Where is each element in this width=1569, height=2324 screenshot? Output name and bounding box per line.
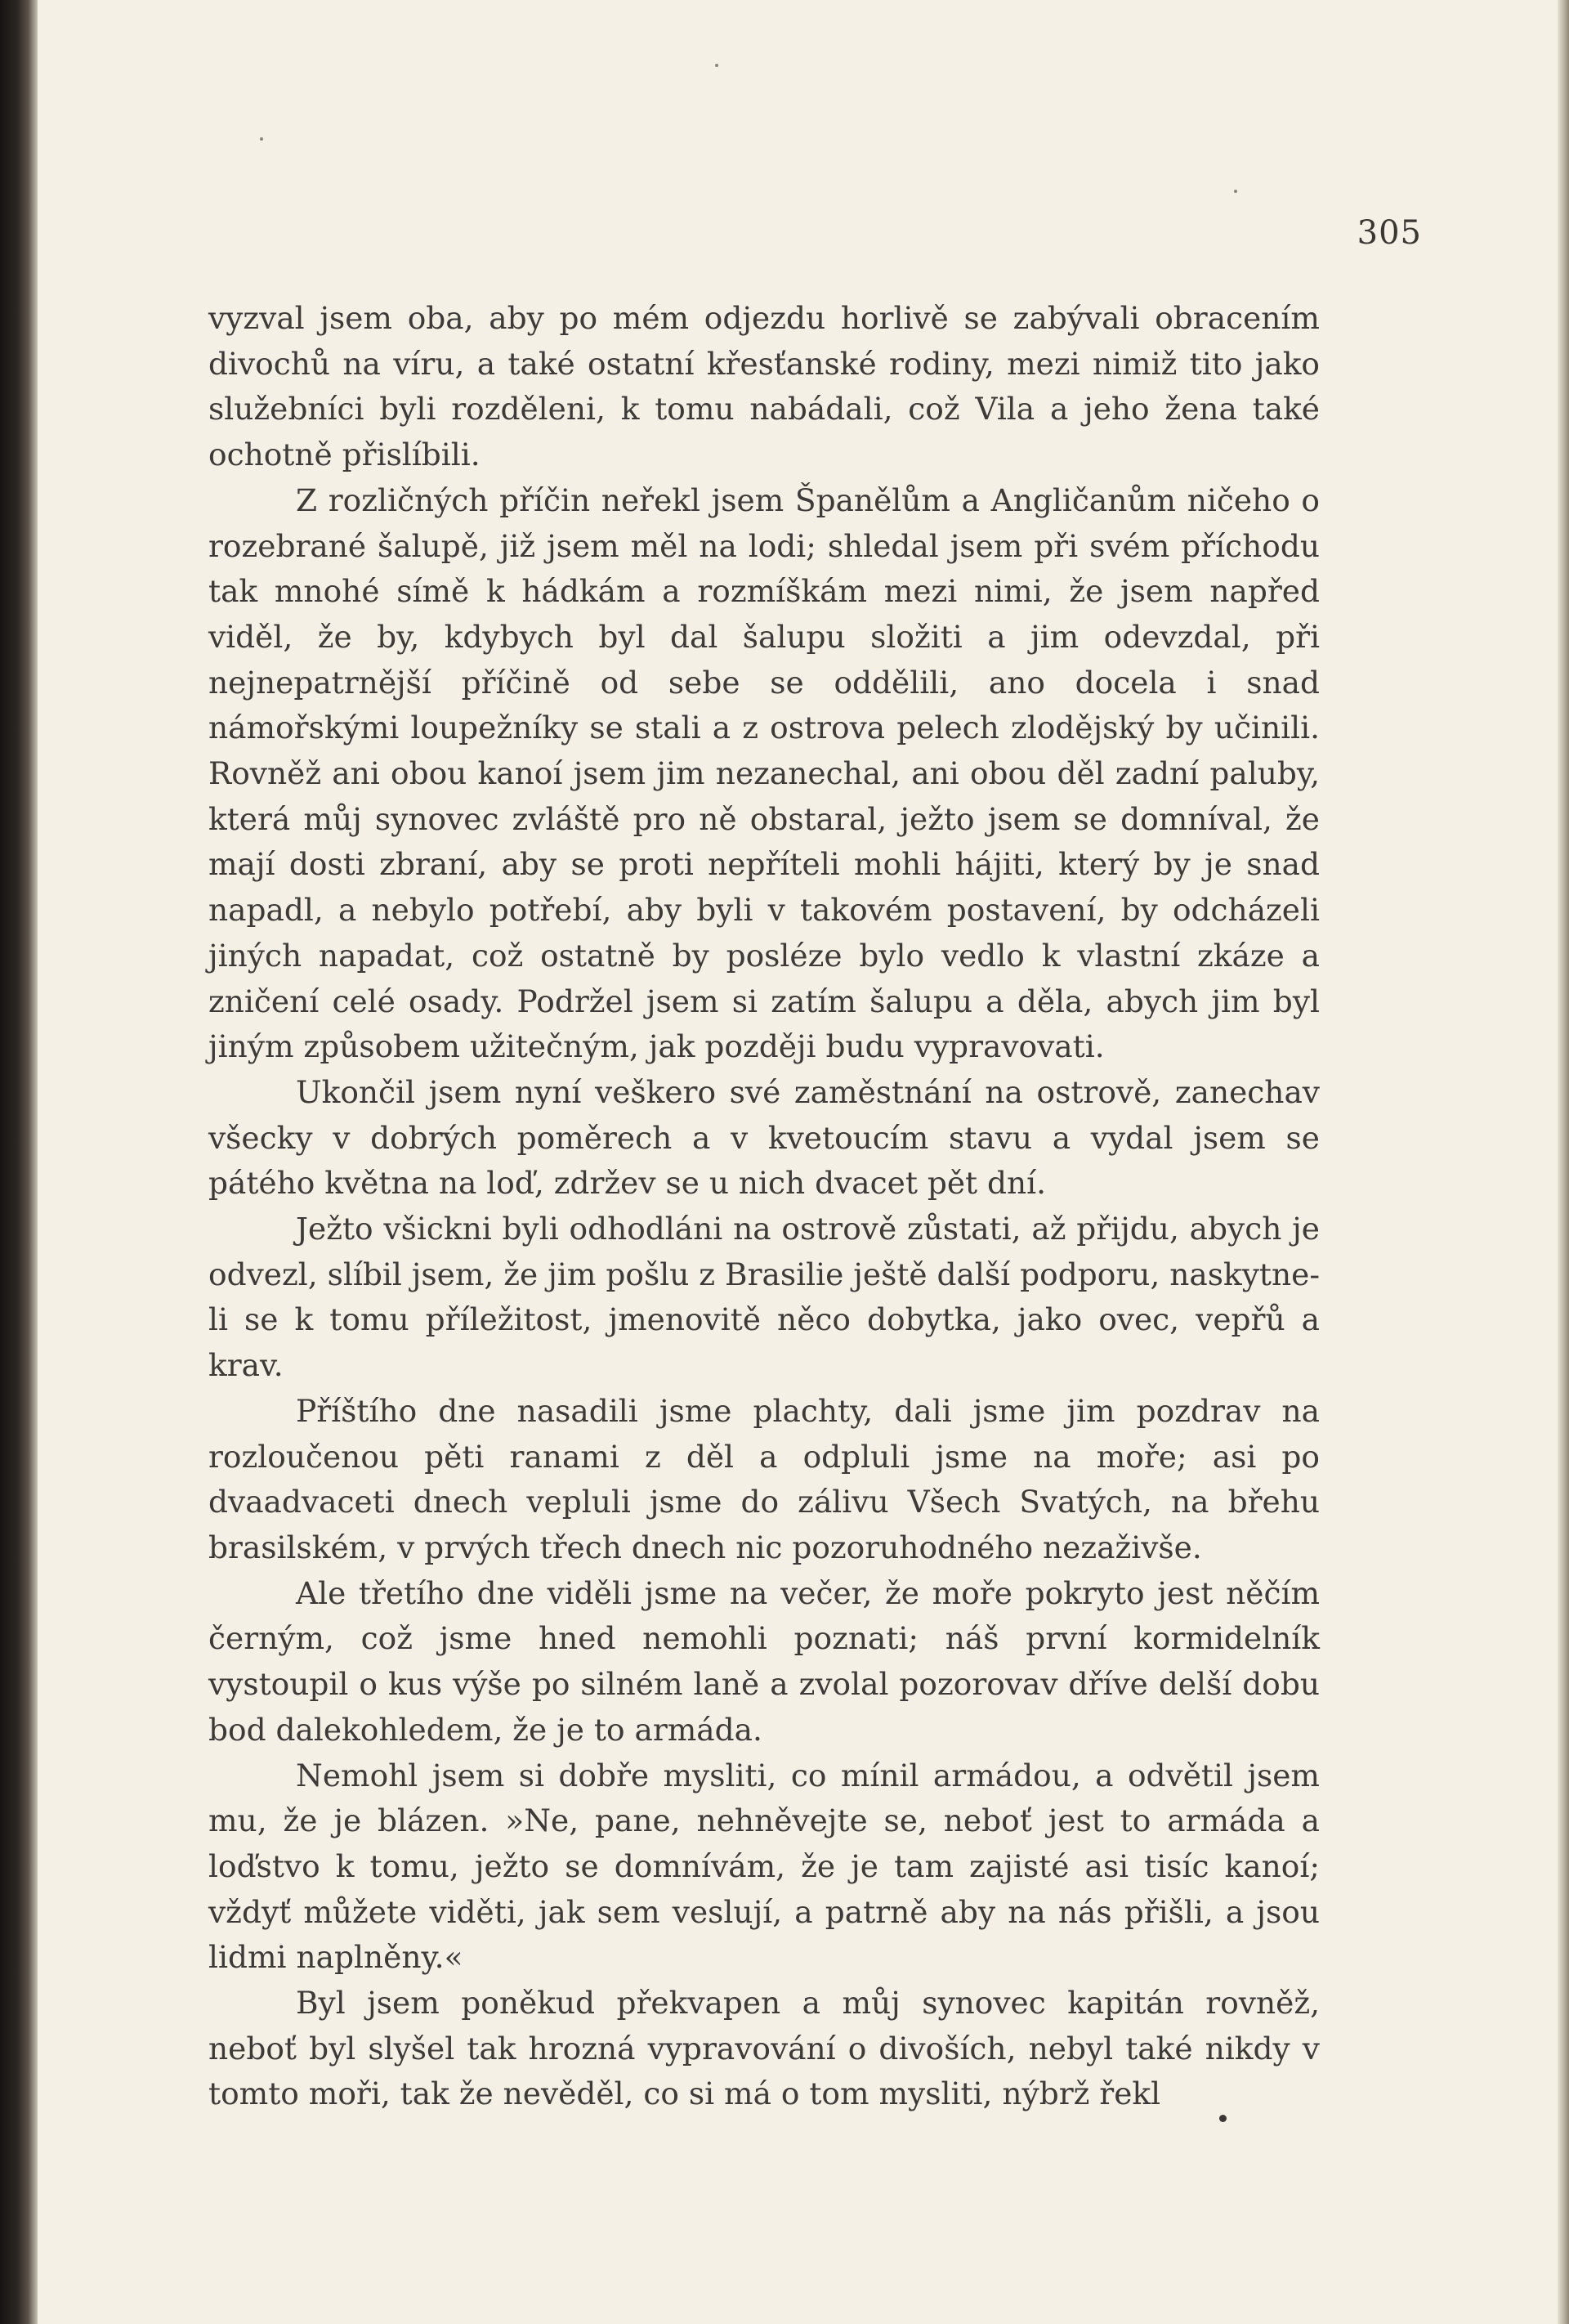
paragraph-5: Příštího dne nasadili jsme plachty, dali jsme jim pozdrav na rozloučenou pěti ranami z děl a odpluli jsme na moře; asi po dvaadvaceti dnech vepluli jsme do zálivu Všech Svatých, na břehu brasilském, v prvých třech dnech nic pozoruhodného nezaživše. — [208, 1392, 1320, 1565]
paper-speck — [260, 137, 263, 141]
paragraph-7: Nemohl jsem si dobře mysliti, co mínil armádou, a odvětil jsem mu, že je blázen. »Ne, pane, nehněvejte se, neboť jest to armáda a loďstvo k tomu, ježto se domnívám, že je tam zajisté asi tisíc kanoí; vždyť můžete viděti, jak sem veslují, a patrně aby na nás přišli, a jsou lidmi naplněny.« — [208, 1757, 1320, 1976]
book-binding — [0, 0, 38, 2324]
paragraph-8: Byl jsem poněkud překvapen a můj synovec kapitán rovněž, neboť byl slyšel tak hrozná vypravování o divoších, nebyl také nikdy v tomto moři, tak že nevěděl, co si má o tom mysliti, nýbrž řekl — [208, 1985, 1320, 2112]
page-number: 305 — [1357, 214, 1422, 252]
paragraph-2: Z rozličných příčin neřekl jsem Španělům a Angličanům ničeho o rozebrané šalupě, již jsem měl na lodi; shledal jsem při svém příchodu tak mnohé símě k hádkám a rozmíškám mezi nimi, že jsem napřed viděl, že by, kdybych byl dal šalupu složiti a jim odevzdal, při nejnepatrnější příčině od sebe se oddělili, ano docela i snad námořskými loupežníky se stali a z ostrova pelech zlodějský by učinili. Rovněž ani obou kanoí jsem jim nezanechal, ani obou děl zadní paluby, která můj synovec zvláště pro ně obstaral, ježto jsem se domníval, že mají dosti zbraní, aby se proti nepříteli mohli hájiti, který by je snad napadl, a nebylo potřebí, aby byli v takovém postavení, by odcházeli jiných napadat, což ostatně by posléze bylo vedlo k vlastní zkáze a zničení celé osady. Podržel jsem si zatím šalupu a děla, abych jim byl jiným způsobem užitečným, jak později budu vypravovati. — [208, 481, 1320, 1065]
paper-speck — [1234, 190, 1237, 193]
paragraph-4: Ježto všickni byli odhodláni na ostrově zůstati, až přijdu, abych je odvezl, slíbil jsem, že jim pošlu z Brasilie ještě další podporu, naskytne-li se k tomu příležitost, jmenovitě něco dobytka, jako ovec, vepřů a krav. — [208, 1211, 1320, 1384]
page-edge — [1558, 0, 1569, 2324]
paragraph-6: Ale třetího dne viděli jsme na večer, že moře pokryto jest něčím černým, což jsme hned nemohli poznati; náš první kormidelník vystoupil o kus výše po silném laně a zvolal pozorovav dříve delší dobu bod dalekohledem, že je to armáda. — [208, 1574, 1320, 1748]
paper-speck — [715, 64, 718, 67]
body-text — [208, 296, 1320, 2117]
ink-speck — [1219, 2115, 1227, 2122]
paragraph-1: vyzval jsem oba, aby po mém odjezdu horlivě se zabývali obracením divochů na víru, a také ostatní křesťanské rodiny, mezi nimiž tito jako služebníci byli rozděleni, k tomu nabádali, což Vila a jeho žena také ochotně přislíbili. — [208, 300, 1320, 473]
paragraph-3: Ukončil jsem nyní veškero své zaměstnání na ostrově, zanechav všecky v dobrých poměrech a v kvetoucím stavu a vydal jsem se pátého května na loď, zdržev se u nich dvacet pět dní. — [208, 1073, 1320, 1202]
